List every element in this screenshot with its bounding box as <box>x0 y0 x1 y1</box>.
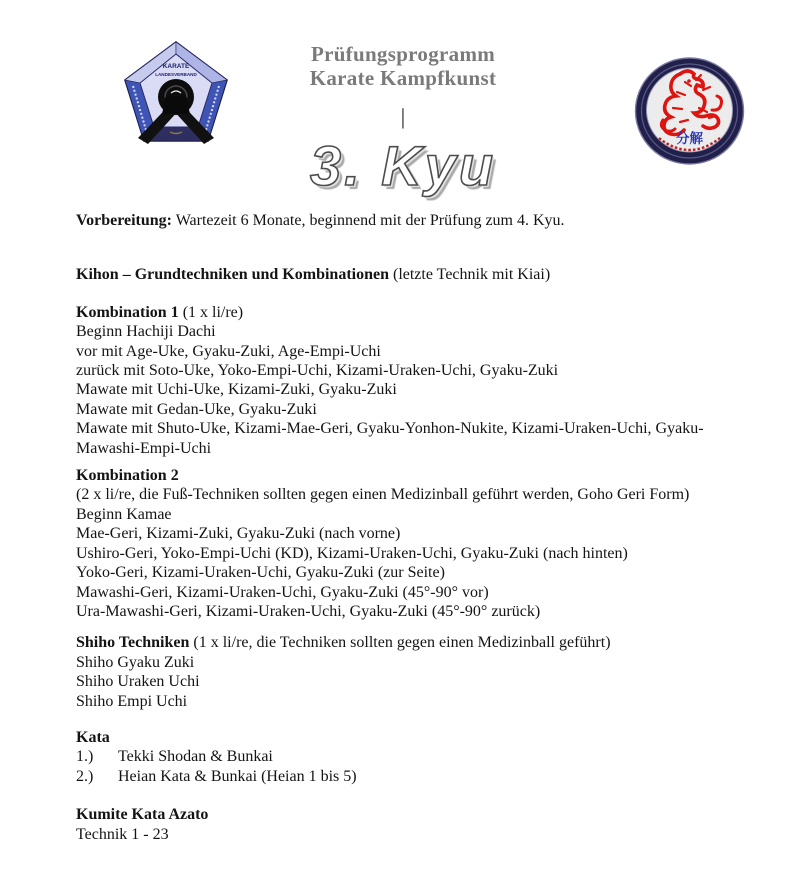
technique-line: Mawashi-Empi-Uchi <box>76 439 212 457</box>
technique-line: Ura-Mawashi-Geri, Kizami-Uraken-Uchi, Gyaku-Zuki (45°-90° zurück) <box>76 602 541 620</box>
technique-line: Mawashi-Geri, Kizami-Uraken-Uchi, Gyaku-Zuki (45°-90° vor) <box>76 583 489 601</box>
technique-line: vor mit Age-Uke, Gyaku-Zuki, Age-Empi-Uchi <box>76 342 381 360</box>
technique-line: zurück mit Soto-Uke, Yoko-Empi-Uchi, Kizami-Uraken-Uchi, Gyaku-Zuki <box>76 362 559 380</box>
technique-line: Mawate mit Shuto-Uke, Kizami-Mae-Geri, Gyaku-Yonhon-Nukite, Kizami-Uraken-Uchi, Gyaku- <box>76 420 704 438</box>
medallion-ring <box>636 58 744 164</box>
kata-label: Kata <box>76 728 110 746</box>
shiho-label: Shiho Techniken <box>76 634 190 652</box>
kata-item <box>76 767 782 786</box>
section-kumite <box>76 805 782 844</box>
technique-line: Shiho Gyaku Zuki <box>76 653 195 671</box>
technique-line: Beginn Hachiji Dachi <box>76 323 216 341</box>
kombination1-heading <box>76 303 782 322</box>
shiho-note: (1 x li/re, die Techniken sollten gegen einen Medizinball geführt) <box>189 634 611 652</box>
technique-line: Mawate mit Uchi-Uke, Kizami-Zuki, Gyaku-Zuki <box>76 381 397 399</box>
kyu-grade-title: 3. Kyu <box>309 134 497 197</box>
kata-item-text: Tekki Shodan & Bunkai <box>118 748 273 766</box>
shiho-heading <box>76 633 782 652</box>
technique-line: Ushiro-Geri, Yoko-Empi-Uchi (KD), Kizami-Uraken-Uchi, Gyaku-Zuki (nach hinten) <box>76 544 628 562</box>
doc-title-line2: Karate Kampfkunst <box>309 66 497 90</box>
kombination2-heading <box>76 466 782 485</box>
kombination1-label: Kombination 1 <box>76 303 179 321</box>
technique-line: (2 x li/re, die Fuß-Techniken sollten gegen einen Medizinball geführt werden, Goho Geri Form) <box>76 486 690 504</box>
section-kihon <box>76 265 782 284</box>
technique-line: Shiho Empi Uchi <box>76 692 188 710</box>
kata-item <box>76 747 782 766</box>
svg-text:KARATE: KARATE <box>162 63 190 70</box>
technique-line: Technik 1 - 23 <box>76 825 169 843</box>
title-divider-bar: | <box>400 104 406 129</box>
section-vorbereitung <box>76 211 782 230</box>
vorbereitung-line <box>76 211 782 230</box>
technique-line: Yoko-Geri, Kizami-Uraken-Uchi, Gyaku-Zuki (zur Seite) <box>76 564 445 582</box>
technique-line: Mawate mit Gedan-Uke, Gyaku-Zuki <box>76 400 317 418</box>
vorbereitung-text: Wartezeit 6 Monate, beginnend mit der Prüfung zum 4. Kyu. <box>172 212 565 229</box>
kata-item-number: 1.) <box>76 748 94 766</box>
kihon-heading <box>76 265 782 284</box>
kata-item-number: 2.) <box>76 767 94 785</box>
kombination1-note: (1 x li/re) <box>178 303 244 321</box>
bunkai-dragon-logo <box>633 56 746 166</box>
doc-title-line1: Prüfungsprogramm <box>310 42 496 66</box>
document-header <box>310 42 497 196</box>
technique-line: Beginn Kamae <box>76 505 172 523</box>
svg-text:LANDESVERBAND: LANDESVERBAND <box>155 72 197 77</box>
section-kombination1 <box>76 303 782 458</box>
karate-landesverband-logo <box>116 40 236 156</box>
kumite-label: Kumite Kata Azato <box>76 806 209 824</box>
technique-line: Shiho Uraken Uchi <box>76 673 200 691</box>
section-kombination2 <box>76 466 782 621</box>
kata-heading <box>76 728 782 747</box>
technique-line: Mae-Geri, Kizami-Zuki, Gyaku-Zuki (nach vorne) <box>76 525 401 543</box>
section-shiho <box>76 633 782 711</box>
vorbereitung-label: Vorbereitung: <box>76 212 172 229</box>
kihon-label: Kihon – Grundtechniken und Kombinationen <box>76 266 389 284</box>
bunkai-kanji: 分解 <box>676 131 703 147</box>
kumite-heading <box>76 805 782 824</box>
section-kata <box>76 728 782 786</box>
kombination2-label: Kombination 2 <box>76 467 179 485</box>
document-body <box>76 211 782 844</box>
kata-item-text: Heian Kata & Bunkai (Heian 1 bis 5) <box>118 767 357 785</box>
kihon-note: (letzte Technik mit Kiai) <box>388 266 551 284</box>
